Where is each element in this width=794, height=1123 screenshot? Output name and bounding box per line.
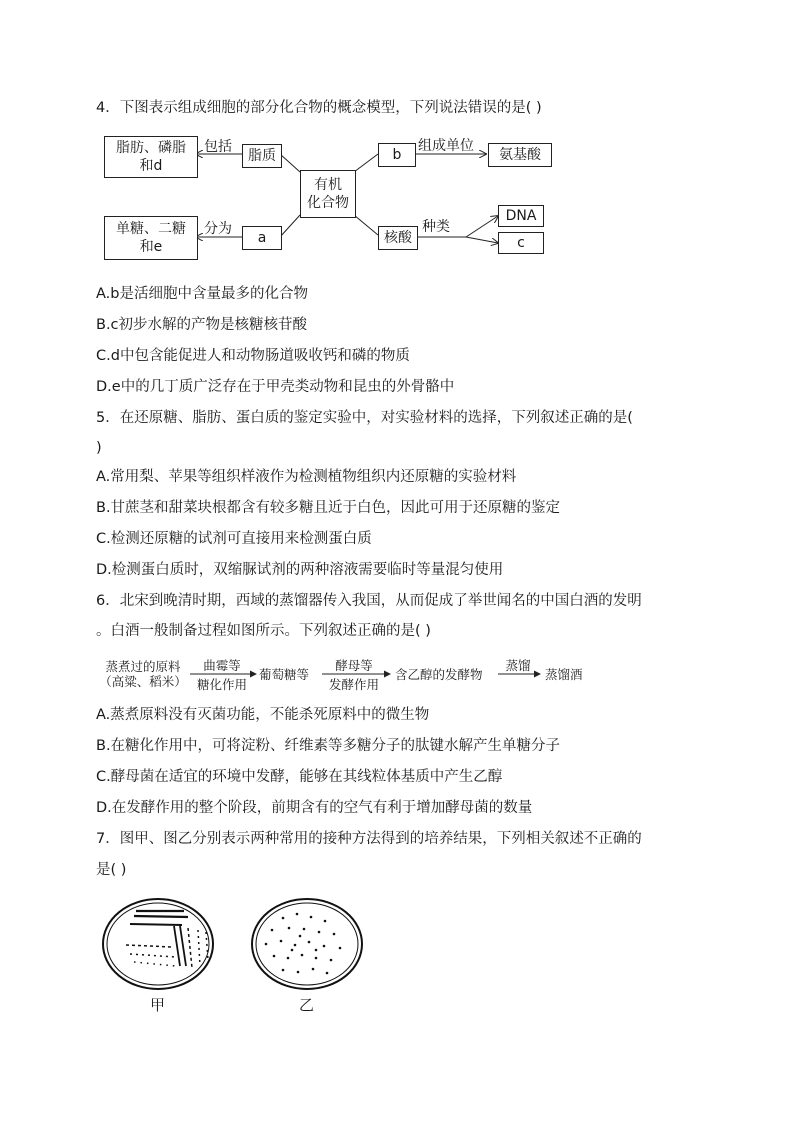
q5-option-a: A.常用梨、苹果等组织样液作为检测植物组织内还原糖的实验材料 xyxy=(96,469,517,485)
composition-unit-label: 组成单位 xyxy=(418,138,474,154)
step1-top-label: 曲霉等 xyxy=(203,658,241,673)
step2-top-label: 酵母等 xyxy=(335,658,373,673)
fat-box-line2: 和d xyxy=(139,158,163,174)
q6-option-b: B.在糖化作用中，可将淀粉、纤维素等多糖分子的肽键水解产生单糖分子 xyxy=(96,738,561,754)
step2-bottom-label: 发酵作用 xyxy=(328,677,379,692)
q5-option-d: D.检测蛋白质时，双缩脲试剂的两种溶液需要临时等量混匀使用 xyxy=(96,562,504,578)
q4-option-c: C.d中包含能促进人和动物肠道吸收钙和磷的物质 xyxy=(96,348,410,364)
q4-option-a: A.b是活细胞中含量最多的化合物 xyxy=(96,286,308,302)
q7-stem-line1: 7．图甲、图乙分别表示两种常用的接种方法得到的培养结果，下列相关叙述不正确的 xyxy=(96,831,642,847)
spread-plate xyxy=(252,899,362,989)
q7-stem-line2: 是( ) xyxy=(96,862,127,878)
sugar-box-line2: 和e xyxy=(139,239,163,255)
raw-line2: （高粱、稻米） xyxy=(99,674,187,689)
streak-plate xyxy=(103,899,213,989)
c-box: c xyxy=(498,232,544,254)
nucleic-acid-box: 核酸 xyxy=(378,226,418,250)
q5-option-c: C.检测还原糖的试剂可直接用来检测蛋白质 xyxy=(96,531,372,547)
b-box: b xyxy=(378,143,416,167)
kind-label: 种类 xyxy=(422,219,450,235)
q4-stem: 4．下图表示组成细胞的部分化合物的概念模型，下列说法错误的是( ) xyxy=(96,100,542,116)
q5-option-b: B.甘蔗茎和甜菜块根都含有较多糖且近于白色，因此可用于还原糖的鉴定 xyxy=(96,500,561,516)
q6-stem-line2: 。白酒一般制备过程如图所示。下列叙述正确的是( ) xyxy=(96,623,431,639)
lipid-box: 脂质 xyxy=(242,144,282,168)
raw-line1: 蒸煮过的原料 xyxy=(105,659,181,674)
step1-bottom-label: 糖化作用 xyxy=(196,677,247,692)
q6-stem-line1: 6．北宋到晚清时期，西域的蒸馏器传入我国，从而促成了举世闻名的中国白酒的发明 xyxy=(96,593,642,609)
sugar-box-line1: 单糖、二糖 xyxy=(116,221,186,237)
product-label: 蒸馏酒 xyxy=(545,667,583,682)
a-box: a xyxy=(242,226,282,250)
organic-line2: 化合物 xyxy=(307,195,349,211)
organic-line1: 有机 xyxy=(314,177,342,193)
amino-acid-box: 氨基酸 xyxy=(488,143,552,167)
ethanol-ferment-label: 含乙醇的发酵物 xyxy=(395,667,483,682)
q6-option-d: D.在发酵作用的整个阶段，前期含有的空气有利于增加酵母菌的数量 xyxy=(96,800,533,816)
plate-b-label: 乙 xyxy=(299,996,315,1014)
glucose-label: 葡萄糖等 xyxy=(259,667,310,682)
dna-box: DNA xyxy=(498,205,544,227)
divide-label: 分为 xyxy=(204,221,232,237)
q4-option-d: D.e中的几丁质广泛存在于甲壳类动物和昆虫的外骨骼中 xyxy=(96,379,455,395)
plate-a-label: 甲 xyxy=(150,996,166,1014)
q5-stem-line1: 5．在还原糖、脂肪、蛋白质的鉴定实验中，对实验材料的选择，下列叙述正确的是( xyxy=(96,410,633,426)
fat-box-line1: 脂肪、磷脂 xyxy=(116,140,186,156)
include-label: 包括 xyxy=(204,139,232,155)
q6-option-c: C.酵母菌在适宜的环境中发酵，能够在其线粒体基质中产生乙醇 xyxy=(96,769,503,785)
step3-top-label: 蒸馏 xyxy=(505,658,531,673)
q5-stem-line2: ) xyxy=(96,440,102,456)
q6-option-a: A.蒸煮原料没有灭菌功能，不能杀死原料中的微生物 xyxy=(96,707,430,723)
q4-option-b: B.c初步水解的产物是核糖核苷酸 xyxy=(96,317,308,333)
